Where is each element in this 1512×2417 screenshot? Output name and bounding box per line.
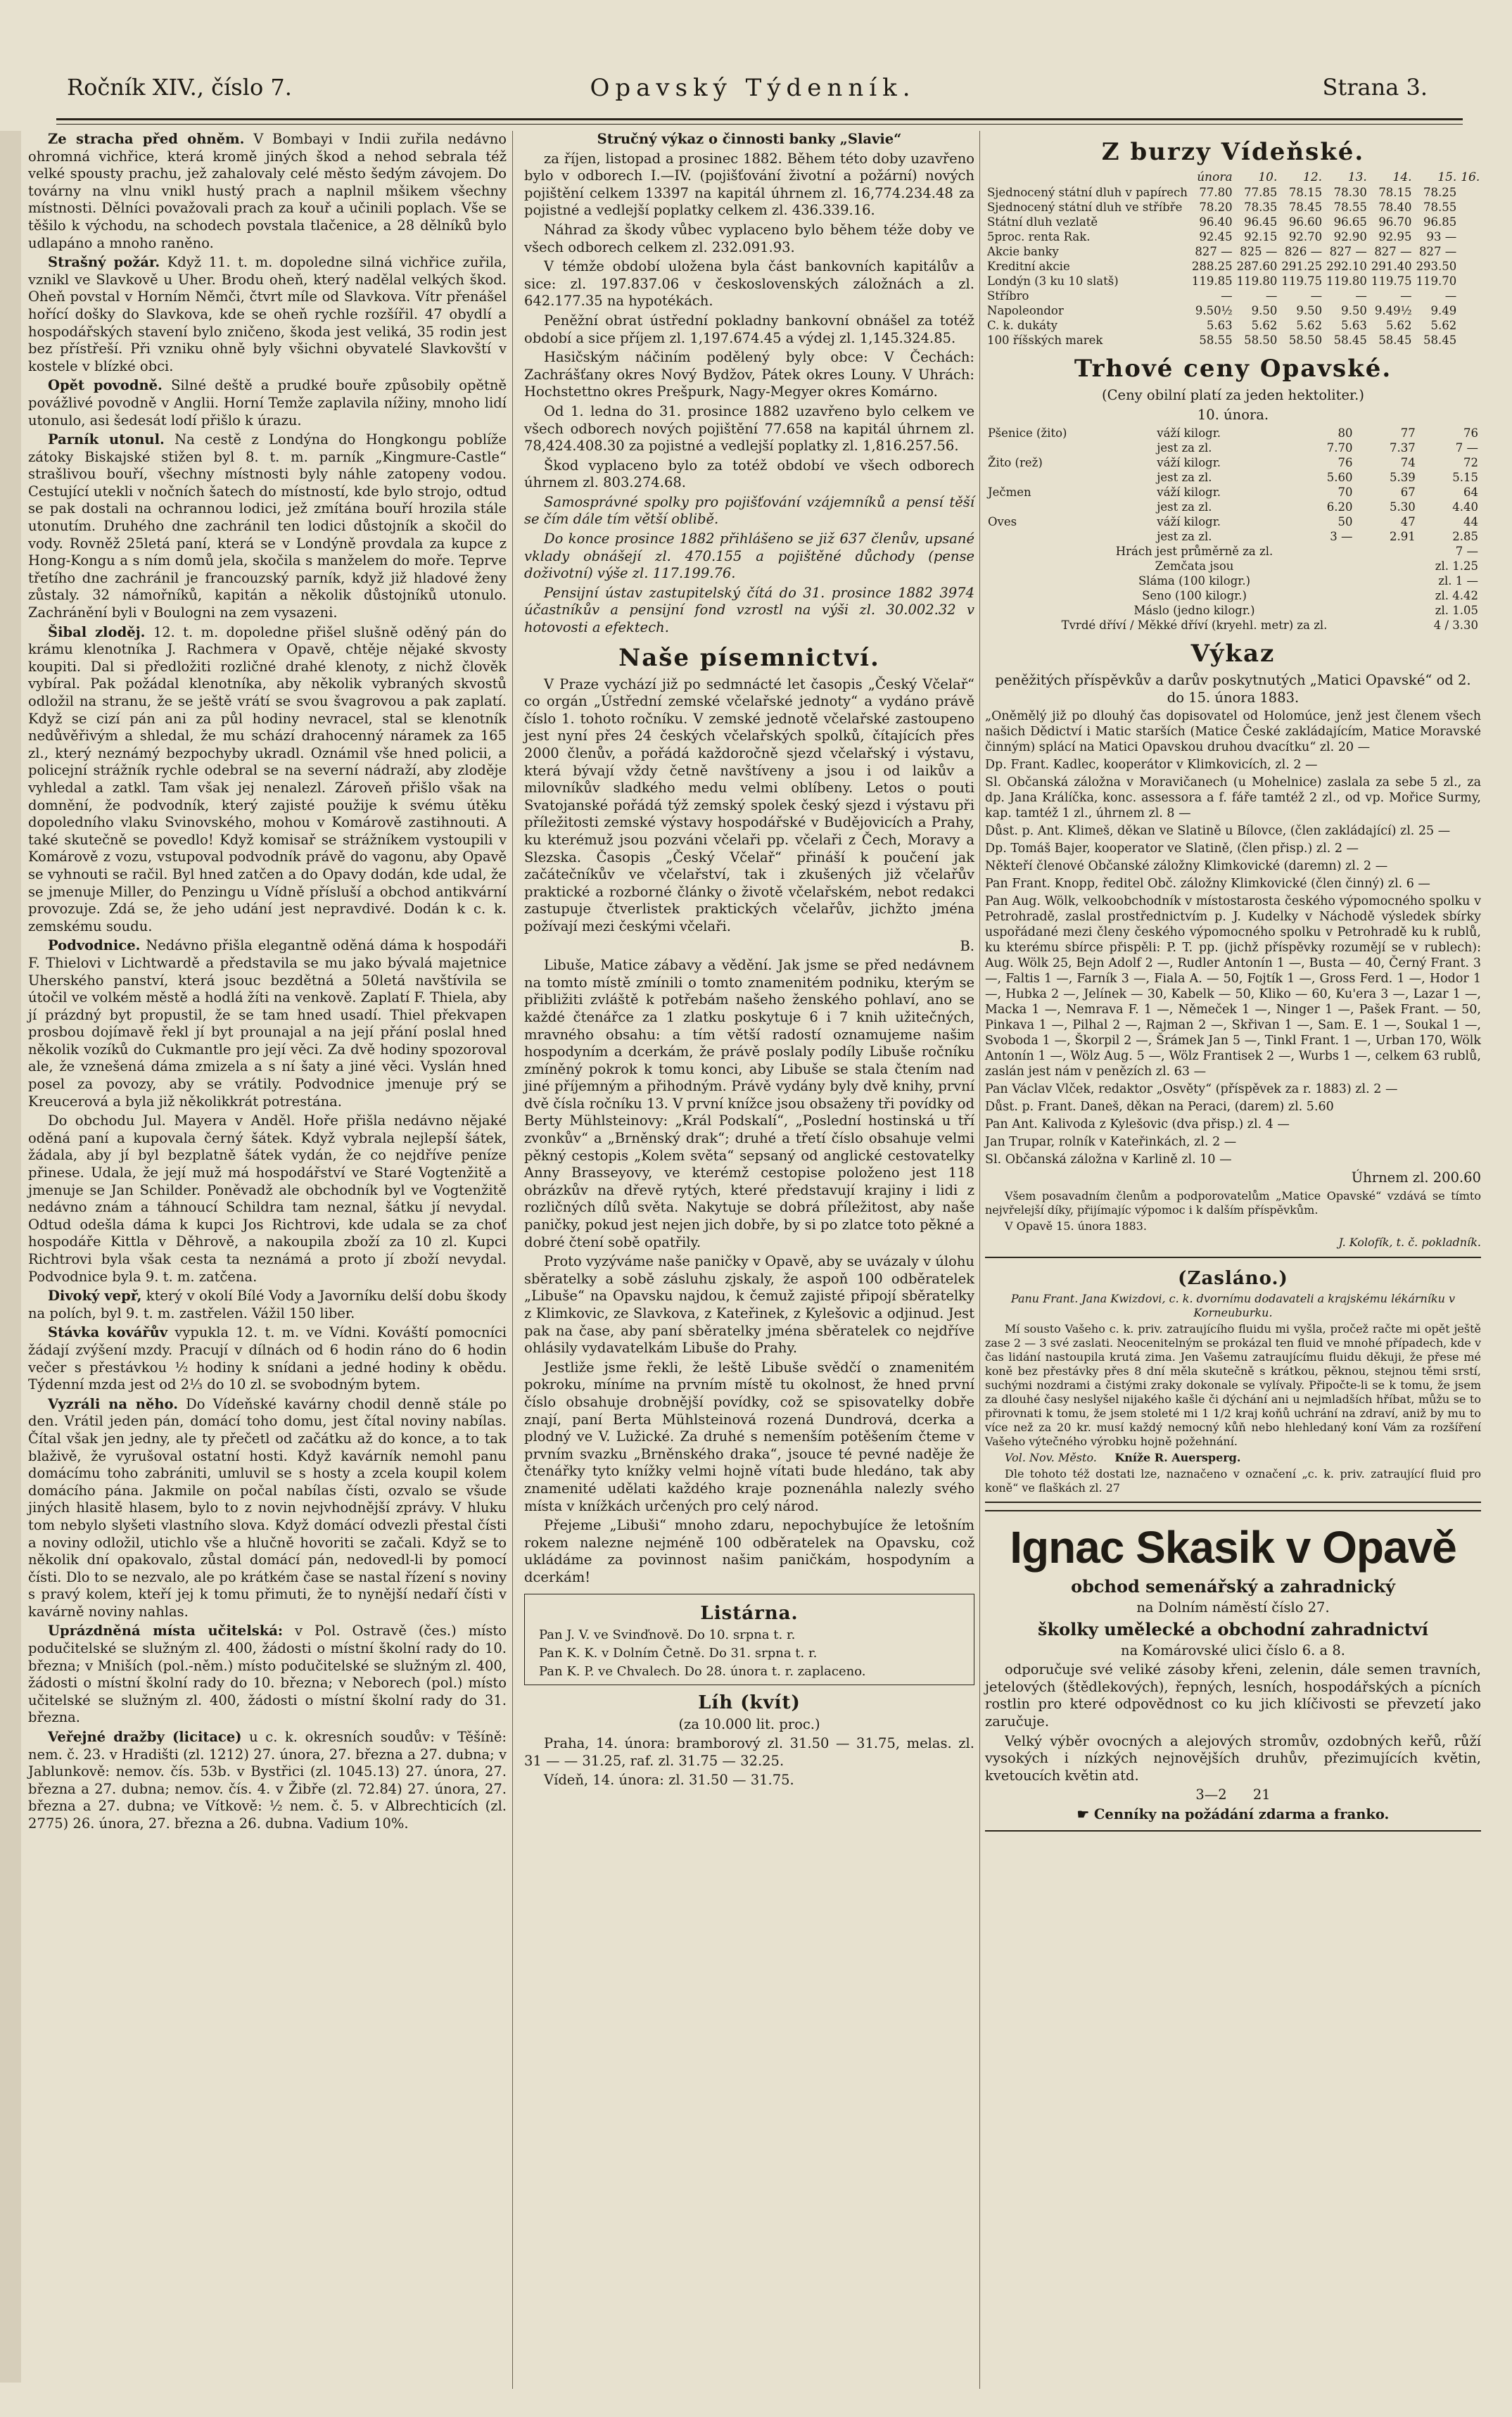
article-paragraph: Uprázdněná místa učitelská: v Pol. Ostravě (čes.) místo podučitelské se služným zl. 400, žádosti o místní školní rady do 10. března; v Mniších (pol.-něm.) místo podučitelské se služným zl. 400, žádosti o místní školní rady do 10. března; v Neborech (pol.) místo učitelské se služným zl. 400, žádosti o místní školní rady do 31. března.	[28, 1623, 507, 1726]
table-cell: 78.15	[1288, 186, 1323, 199]
article-paragraph: Šibal zloděj. 12. t. m. dopoledne přišel slušně oděný pán do krámu klenotníka J. Rachmera v Opavě, chtěje nějaké skvosty koupiti. Dal si předložiti rozličné drahé klenoty, z nichž člověk vybíral. Pak požádal klenotníka, aby několik vybraných skvostů odložil na stranu, že se ještě vrátí se svou švagrovou a pak zaplatí. Když se cizí pán ani za půl hodiny nevracel, stal se klenotník nedůvěřivým a shledal, že mu schází drahocenný náramek za 165 zl., který neznámý bezpochyby ukradl. Oznámil vše hned policii, a policejní strážník rychle odebral se na severní nádraží, aby zloděje vyhledal a zatkl. Tam však jej nenalezl. Zároveň přišlo však na domnění, že podvodník, který zajisté použije k svému útěku dopoledního vlaku Svinovského, mohou v Komárově zastihnouti. A také skutečně se povedlo! Když komisař se strážníkem vystoupili v Komárově z vozu, vstupoval podvodník právě do vagonu, aby Opavě se vyhnouti se račil. Byl hned zatčen a do Opavy dodán, kde udal, že se jmenuje Miller, do Penzingu u Vídně přísluší a obchod antikvární provozuje. Zdá se, že jeho udání jest nepravdivé. Dodán k c. k. zemskému soudu.	[28, 623, 507, 934]
table-row	[985, 618, 1481, 633]
lih-subtitle: (za 10.000 lit. proc.)	[678, 1715, 820, 1732]
listarna-item: Pan J. V. ve Svinďnově. Do 10. srpna t. r.	[539, 1627, 796, 1642]
article-paragraph: Od 1. ledna do 31. prosince 1882 uzavřeno bylo celkem ve všech odborech nových pojištění 77.658 na kapitál úhrnem zl. 78,424.408.30 za pojistné a vedlejší poplatky zl. 1,816.257.56.	[524, 402, 974, 455]
vykaz-title: Výkaz	[1190, 640, 1276, 668]
table-cell: 77.80	[1199, 186, 1233, 199]
table-cell: Kreditní akcie	[987, 260, 1070, 273]
table-cell: 78.55	[1333, 201, 1367, 214]
article-paragraph: V témže období uložena byla část bankovních kapitálův a sice: zl. 197.837.06 v československých záložnách a zl. 642.177.35 na hypotékách.	[524, 258, 974, 310]
table-cell	[985, 440, 1154, 455]
ad-line: na Komárovské ulici číslo 6. a 8.	[1121, 1642, 1345, 1658]
table-cell: jest za zl.	[1157, 471, 1212, 485]
zaslano-box	[985, 1257, 1481, 1503]
table-cell: 92.90	[1333, 230, 1367, 243]
table-cell: Žito (rež)	[988, 456, 1043, 470]
zaslano-text: Mí sousto Vašeho c. k. priv. zatraujícího fluidu mi vyšla, pročež račte mi opět ještě zase 2 — 3 své zaslati. Neocenitelným se prokázal ten fluid ve mnohé případech, kde v čas lidání nastoupila krutá zima. Jen Vašemu zatraujícímu fluidu děkuji, že přese mé koně bez přestávky přes 8 dní měla skutečně s krátkou, pěknou, stejnou těmi srstí, suchými nozdrami a čistými zraky dokonale se vylívaly. Připočte-li se k tomu, že jsem za dlouhé časy neslyšel nijakého kašle či dýchání ani u nejmladších hříbat, můžu se to přirovnati k tomu, že jsem stoleté mi 1 1/2 kraj koňů uchrání na zdraví, aniž by mu to více než za 20 kr. musí každý nemocný kůň nebo hlehledaný koní Vám za rozšíření Vašeho výtečného výrobku hojně požehnání.	[985, 1321, 1481, 1448]
article-paragraph: Přejeme „Libuši“ mnoho zdaru, nepochybujíce že letošním rokem nalezne nejméně 100 odběratelek na Opavsku, což ukládáme za povinnost našim paničkám, hospodyním a dcerkám!	[524, 1517, 974, 1585]
newspaper-title: Opavský Týdenník.	[590, 74, 916, 102]
table-cell: 70	[1338, 486, 1353, 500]
table-row	[985, 215, 1482, 229]
table-cell: 5.15	[1452, 471, 1478, 485]
table-cell: 4.40	[1452, 500, 1478, 514]
table-cell: jest za zl.	[1157, 441, 1212, 455]
table-cell: Ječmen	[988, 486, 1031, 500]
article-paragraph: Libuše, Matice zábavy a vědění. Jak jsme se před nedávnem na tomto místě zmínili o tomto znamenitém podniku, kterým se přibližiti zvláště k potřebám našeho ženského pohlaví, ano se každé čtenářce za 1 zlatku poskytuje 6 i 7 knih užitečných, mravného obsahu: a tím větší radostí oznamujeme našim hospodyním a dcerkám, že právě poslaly podíly Libuše ročníku zmíněný pokrok k tomu konci, aby Libuše se stala čtením nad jiné příjemným a přihodným. Právě vydány byly dvě knihy, první dvě čísla ročníku 13. V první knížce jsou obsaženy tři povídky od Berty Mühlsteinovy: „Král Podskalí“, „Poslední hostinská u tří zvonkův“ a „Brněnský drak“; druhé a třetí číslo obsahuje velmi pěkný cestopis „Kolem světa“ sepsaný od anglické cestovatelky Anny Brasseyovy, ve kterémž cestopise položeno jest 118 obrázkův na dřevě rytých, které představují krajiny i lidi z rozličných dílů světa. Nakytuje se dobrá příležitost, aby naše paničky, pokud jest nejen jich dobře, by si po zlatce toto pěkné a dobré čtení sobě opatřily.	[524, 957, 974, 1250]
table-cell: 67	[1400, 486, 1416, 500]
listarna-title: Listárna.	[700, 1602, 799, 1624]
article-paragraph: za říjen, listopad a prosinec 1882. Během této doby uzavřeno bylo v odborech I.—IV. (pojišťování životní a požární) nových pojištění celkem 13397 na kapitál úhrnem zl. 16,774.234.48 za pojistné a vedlejší poplatky celkem zl. 436.339.16.	[524, 150, 974, 219]
table-cell: 4 / 3.30	[1433, 618, 1478, 633]
table-cell: Zemčata jsou	[1155, 559, 1234, 573]
page-edge-strip	[0, 131, 21, 2383]
table-row	[985, 259, 1482, 274]
zaslano-address: Panu Frant. Jana Kwizdovi, c. k. dvornímu dodavateli a krajskému lékárníku v Korneuburku.	[1010, 1291, 1456, 1319]
table-cell: 119.85	[1191, 274, 1233, 288]
table-cell: 78.20	[1199, 201, 1233, 214]
table-cell: —	[1444, 289, 1457, 303]
table-cell: —	[1265, 289, 1278, 303]
table-row	[985, 185, 1482, 200]
table-cell: 58.55	[1199, 334, 1233, 347]
table-cell: 6.20	[1326, 500, 1353, 514]
section-title-literature: Naše písemnictví.	[618, 643, 880, 672]
table-cell: Stříbro	[987, 289, 1029, 303]
list-item: Dp. Frant. Kadlec, kooperátor v Klimkovicích, zl. 2 —	[985, 758, 1318, 773]
lih-price: Vídeň, 14. února: zl. 31.50 — 31.75.	[544, 1772, 794, 1789]
table-cell: Londýn (3 ku 10 slatš)	[987, 274, 1119, 288]
zaslano-title: (Zasláno.)	[1178, 1267, 1288, 1289]
bank-report-title: Stručný výkaz o činnosti banky „Slavie“	[597, 131, 902, 147]
table-cell: 96.60	[1288, 215, 1323, 229]
table-header-cell: 10.	[1258, 170, 1278, 184]
table-cell: 78.55	[1423, 201, 1457, 214]
table-cell: 5.62	[1251, 319, 1278, 332]
author-initial: B.	[960, 937, 974, 954]
table-cell: váží kilogr.	[1157, 515, 1221, 529]
table-row	[985, 500, 1481, 514]
table-cell: váží kilogr.	[1157, 486, 1221, 500]
list-item: Sl. Občanská záložna v Moravičanech (u Mohelnice) zaslala za sebe 5 zl., za dp. Jana Králíčka, konc. assessora a f. fáře tamtéž 2 zl., od vp. Mořice Surmy, kap. tamtéž 1 zl., úhrnem zl. 8 —	[985, 775, 1481, 821]
column-1	[28, 131, 507, 1835]
table-cell: 293.50	[1416, 260, 1457, 273]
table-row	[985, 603, 1481, 618]
list-item: Pan Aug. Wölk, velkoobchodník v místostarosta českého výpomocného spolku v Petrohradě, zaslal prostřednictvím p. J. Kudelky v Náchodě výsledek sbírky uspořádané mezi členy českého výpomocného spolku v Petrohradě ku k rublů, ku kterému sbírce přispěli: P. T. pp. (jichž příspěvky rozumějí se v rublech): Aug. Wölk 25, Bejn Adolf 2 —, Rudler Antonín 1 —, Busta — 40, Černý Frant. 3 —, Faltis 1 —, Farník 3 —, Fiala A. — 50, Fojtík 1 —, Gross Ferd. 1 —, Hodor 1 —, Hubka 2 —, Jelínek — 30, Kabelk — 50, Kliko — 60, Ku'era 3 —, Lazar 1 —, Macka 1 —, Nemrava F. 1 —, Němeček 1 —, Ninger 1 —, Pašek Frant. — 50, Pinkava 1 —, Pilhal 2 —, Rajman 2 —, Skřivan 1 —, Sam. E. 1 —, Soukal 1 —, Svoboda 1 —, Škorpil 2 —, Šrámek Jan 5 —, Tinkl Frant. 1 —, Urban 170, Wölk Antonín 1 —, Wölz Aug. 5 —, Wölz Frantisek 2 —, Wurbs 1 —, celkem 63 rublů, zaslán jest nám v penězích zl. 63 —	[985, 894, 1481, 1079]
table-cell: 5.62	[1430, 319, 1457, 332]
article-paragraph: Strašný požár. Když 11. t. m. dopoledne silná vichřice zuřila, vznikl ve Slavkově u Uher. Brodu oheň, který nadělal velkých škod. Oheň povstal v Horním Němči, čtvrt míle od Slavkova. Vítr přenášel hořící došky do Slavkova, kde se oheň rychle rozšířil. 47 obydlí a hospodářských stavení bylo zničeno, škoda jest veliká, 35 rodin jest bez přístřeší. Při vzniku ohně byly všichni obyvatelé Slavkovští v kostele v blízké obci.	[28, 254, 507, 374]
table-row	[985, 573, 1481, 588]
lih-price: Praha, 14. února: bramborový zl. 31.50 — 31.75, melas. zl. 31 — — 31.25, raf. zl. 31.75 — 32.25.	[524, 1735, 974, 1769]
article-paragraph: Veřejné dražby (licitace) u c. k. okresních soudův: v Těšíně: nem. č. 23. v Hradišti (zl. 1212) 27. února, 27. března a 27. dubna; v Jablunkově: nemov. čís. 53b. v Bystřici (zl. 1045.13) 27. února, 27. března a 27. dubna; nemov. čís. 4. v Žibře (zl. 72.84) 27. února, 27. března a 27. dubna; ve Vítkově: ½ nem. č. 5. v Albrechticích (zl. 2775) 26. února, 27. března a 26. dubna. Vadium 10%.	[28, 1729, 507, 1832]
article-paragraph: Vyzráli na něho. Do Vídeňské kavárny chodil denně stále po den. Vrátil jeden pán, domácí toho domu, jest čítal noviny nabílas. Čítal však jen jedny, ale ty přečetl od začátku až do konce, a to tak blaživě, že vyrušoval ostatní hosti. Když kavárník nemohl panu domácímu toho zabrániti, umluvil se s hosty a zcela koupil kolem domácího pána. Jakmile on počal nabílas čísti, ozvalo se všude jiných hlasitě hlasem, bylo to z novin nejvhodnější zprávy. V hluku tom nebylo slyšeti vlastního slova. Když domácí odvezli přestal čísti a noviny odložil, utichlo vše a hlučně hovoriti se začali. Když se to několik dní opakovalo, zůstal domácí pán, nedovedl-li by pomocí čísti. Dlo to se nezvalo, ale po krátkém čase se nastal řízení s noviny s pravý kolem, kteří jej k tomu přimuti, že to nynější nedaří čísti v kavárně noviny nahlas.	[28, 1395, 507, 1620]
table-cell: 9.50	[1296, 304, 1323, 317]
table-cell: 92.70	[1288, 230, 1323, 243]
table-cell: 92.15	[1244, 230, 1278, 243]
table-row	[985, 529, 1481, 544]
table-cell: 2.91	[1389, 530, 1416, 544]
table-cell: 92.95	[1378, 230, 1412, 243]
table-cell: —	[1355, 289, 1367, 303]
ad-line: školky umělecké a obchodní zahradnictví	[1038, 1618, 1428, 1639]
article-paragraph: Stávka kovářův vypukla 12. t. m. ve Vídni. Kováští pomocníci žádají zvýšení mzdy. Pracují v dílnách od 6 hodin ráno do 6 hodin večer s přestávkou ½ hodiny k snídani a jedné hodiny k obědu. Týdenní mzda jest od 2⅓ do 10 zl. se svobodným bytem.	[28, 1324, 507, 1393]
table-cell: Akcie banky	[987, 245, 1059, 258]
market-prices-table	[985, 426, 1481, 544]
vykaz-thanks: Všem posavadním členům a podporovatelům „Matice Opavské“ vzdává se tímto nejvřelejší díky, přijímajíc výpomoc i k dalším příspěvkům.	[985, 1188, 1481, 1217]
table-cell: 9.49½	[1374, 304, 1412, 317]
table-row	[985, 426, 1481, 440]
table-cell: Sláma (100 kilogr.)	[1138, 574, 1251, 588]
table-cell: 5.62	[1385, 319, 1412, 332]
table-cell: Napoleondor	[987, 304, 1064, 317]
ad-line: na Dolním náměstí číslo 27.	[1136, 1599, 1330, 1616]
table-cell: 78.25	[1423, 186, 1457, 199]
table-cell: 76	[1338, 456, 1353, 470]
table-cell: —	[1221, 289, 1233, 303]
table-cell: 119.70	[1416, 274, 1457, 288]
table-cell: 5proc. renta Rak.	[987, 230, 1091, 243]
listarna-box	[524, 1594, 974, 1685]
list-item: Jan Trupar, rolník v Kateřinkách, zl. 2 —	[985, 1135, 1237, 1150]
vykaz-total: Úhrnem zl. 200.60	[1351, 1169, 1481, 1186]
table-row	[985, 514, 1481, 529]
table-row	[985, 200, 1482, 215]
article-paragraph: Ze stracha před ohněm. V Bombayi v Indii zuřila nedávno ohromná vichřice, která kromě jiných škod a nehod sebrala též velké spousty prachu, jež zahalovaly celé město šedým závojem. Do továrny na vlnu vnikl hustý prach a naplnil mšikem všechny místnosti. Dělníci považovali prach za kouř a učinili poplach. Vše se těšilo k východu, na schodech povstala tlačenice, a 28 dělníků bylo udlapáno a mnoho raněno.	[28, 131, 507, 251]
table-header-cell: 14.	[1392, 170, 1412, 184]
table-cell: jest za zl.	[1157, 530, 1212, 544]
column-2	[524, 131, 974, 1791]
ad-footer: ☛ Cenníky na požádání zdarma a franko.	[1076, 1806, 1390, 1822]
table-header-cell	[985, 170, 1190, 185]
table-cell: 96.85	[1423, 215, 1457, 229]
article-paragraph: V Praze vychází již po sedmnácté let časopis „Český Včelař“ co orgán „Ústřední zemské včelařské jednoty“ a vydáno právě číslo 1. tohoto ročníku. V zemské jednotě včelařské zastoupeno jest nyní přes 24 českých včelařských spolků, čítajících přes 2000 členův, a pořádá každoročně sjezd včelařský i výstavu, která bývají vždy četně navštíveny a jsou i od laikův a milovníkův sladkého medu velmi oblíbeny. Letos o pouti Svatojanské pořádá týž zemský spolek český sjezd i výstavu při příležitosti zemské výstavy hospodářské v Budějovicích a Prahy, ku kterémuž jsou pozváni včelaři pp. včelaři z Čech, Moravy a Slezska. Časopis „Český Včelař“ přináší k poučení jak začátečníkův ve včelařství, tak i zkušených již včelařův praktické a rozborné články o životě včelařském, nebot redakci zastupuje čtverlistek praktických včelařův, jichžto jména požívají mezi českými včelaři.	[524, 675, 974, 934]
masthead-rule	[56, 118, 1463, 120]
table-cell: 100 říšských marek	[987, 334, 1103, 347]
table-cell: 9.50	[1251, 304, 1278, 317]
table-cell: 9.50½	[1195, 304, 1233, 317]
list-item: Pan Frant. Knopp, ředitel Obč. záložny Klimkovické (člen činný) zl. 6 —	[985, 877, 1430, 892]
article-paragraph: Opět povodně. Silné deště a prudké bouře způsobily opětně povážlivé povodně v Anglii. Horní Temže zaplavila nížiny, mnoho lidí utonulo, asi šedesát lodí přišlo k úrazu.	[28, 377, 507, 429]
table-cell: 78.15	[1378, 186, 1412, 199]
lih-title: Líh (kvít)	[698, 1692, 801, 1713]
table-cell: váží kilogr.	[1157, 456, 1221, 470]
table-cell: 119.75	[1281, 274, 1323, 288]
table-cell: 93 —	[1426, 230, 1457, 243]
table-cell: Seno (100 kilogr.)	[1142, 589, 1247, 603]
table-row	[985, 588, 1481, 603]
table-cell: 827 —	[1374, 245, 1412, 258]
article-paragraph: Jestliže jsme řekli, že leště Libuše svědčí o znamenitém pokroku, míníme na prvním místě tu okolnost, že hned první číslo obsahuje drobnější povídky, což se spisovatelky dobře znají, paní Berta Mühlsteinová rozená Dundrová, dcerka a plodný ve V. Lužické. Za druhé s nemenším potěšením čteme v prvním svazku „Brněnského draka“, jsouce té pevné naděje že čtenářky tyto knížky velmi hojně vítati bude hledáno, tak aby znamenité udělati každého kraje poznenáhla nalezly svého místa v knížkách určených pro celý národ.	[524, 1359, 974, 1514]
table-cell: 827 —	[1419, 245, 1457, 258]
table-cell: zl. 4.42	[1435, 589, 1478, 603]
table-cell: 9.49	[1430, 304, 1457, 317]
article-paragraph: Samosprávné spolky pro pojišťování vzájemníků a pensí těší se čím dále tím větší oblibě.	[524, 493, 974, 528]
table-cell: 292.10	[1326, 260, 1367, 273]
table-cell: 58.50	[1288, 334, 1323, 347]
table-cell: Tvrdé dříví / Měkké dříví (kryehl. metr) za zl.	[1061, 618, 1328, 633]
table-cell: 9.50	[1341, 304, 1367, 317]
article-paragraph: Náhrad za škody vůbec vyplaceno bylo během téže doby ve všech odborech celkem zl. 232.091.93.	[524, 221, 974, 255]
table-cell: 5.63	[1206, 319, 1233, 332]
table-cell: 78.35	[1244, 201, 1278, 214]
table-cell: 64	[1463, 486, 1478, 500]
table-cell: 44	[1463, 515, 1478, 529]
table-cell: 74	[1400, 456, 1416, 470]
column-separator-2	[979, 131, 980, 2389]
list-item: Někteří členové Občanské záložny Klimkovické (daremn) zl. 2 —	[985, 859, 1388, 874]
column-separator-1	[512, 131, 513, 2389]
table-cell: 825 —	[1240, 245, 1278, 258]
table-cell: —	[1400, 289, 1412, 303]
table-cell: Sjednocený státní dluh ve stříbře	[987, 201, 1183, 214]
table-cell: 5.62	[1296, 319, 1323, 332]
table-cell: 5.63	[1341, 319, 1367, 332]
table-header-cell: 13.	[1347, 170, 1367, 184]
list-item: Důst. p. Ant. Klimeš, děkan ve Slatině u Bílovce, (člen zakládající) zl. 25 —	[985, 824, 1451, 839]
table-cell: C. k. dukáty	[987, 319, 1057, 332]
table-cell: 96.45	[1244, 215, 1278, 229]
table-cell: 92.45	[1199, 230, 1233, 243]
advertiser-name: Ignac Skasik v Opavě	[1010, 1521, 1456, 1573]
table-cell: 3 —	[1330, 530, 1353, 544]
table-cell: Sjednocený státní dluh v papírech	[987, 186, 1188, 199]
table-cell: 47	[1400, 515, 1416, 529]
table-cell: 50	[1338, 515, 1353, 529]
table-row	[985, 455, 1481, 470]
table-row	[985, 440, 1481, 455]
table-cell: 96.70	[1378, 215, 1412, 229]
table-cell: Hrách jest průměrně za zl.	[1115, 545, 1273, 559]
listarna-item: Pan K. P. ve Chvalech. Do 28. února t. r. zaplaceno.	[539, 1663, 866, 1679]
zaslano-place-sign: Vol. Nov. Město. Kníže R. Auersperg.	[1005, 1450, 1241, 1464]
article-paragraph: Proto vyzýváme naše paničky v Opavě, aby se uvázaly v úlohu sběratelky a sobě zásluhu zjskaly, že aspoň 100 odběratelek „Libuše“ na Opavsku najdou, k čemuž zajisté připojí sběratelky z Klimkovic, ze Slavkova, z Kateřinek, z Kylešovic a odjinud. Jest pak na čase, aby paní sběratelky jména sběratelek co nejdříve ohlásily vydavatelkám Libuše do Prahy.	[524, 1253, 974, 1357]
table-cell: 96.40	[1199, 215, 1233, 229]
table-row	[985, 544, 1481, 559]
list-item: Dp. Tomáš Bajer, kooperator ve Slatině, (člen přisp.) zl. 2 —	[985, 842, 1359, 856]
table-cell: 5.30	[1389, 500, 1416, 514]
article-paragraph: Peněžní obrat ústřední pokladny bankovní obnášel za totéž období a sice příjem zl. 1,197.674.45 a výdej zl. 1,145.324.85.	[524, 312, 974, 346]
table-row	[985, 559, 1481, 573]
table-cell	[985, 500, 1154, 514]
table-cell: Oves	[988, 515, 1017, 529]
table-header-cell: 16.	[1461, 170, 1480, 184]
table-cell: 119.75	[1371, 274, 1412, 288]
table-cell: 7 —	[1455, 545, 1478, 559]
table-cell: 77	[1400, 426, 1416, 440]
table-cell: 826 —	[1284, 245, 1323, 258]
article-paragraph: Divoký vepř, který v okolí Bílé Vody a Javorníku delší dobu škody na polích, byl 9. t. m. zastřelen. Vážil 150 liber.	[28, 1288, 507, 1321]
vykaz-subtitle: peněžitých příspěvkův a darův poskytnutých „Matici Opavské“ od 2. do 15. února 1883.	[995, 672, 1471, 706]
table-cell: 7.70	[1326, 441, 1353, 455]
table-cell: 5.39	[1389, 471, 1416, 485]
list-item: Pan Ant. Kalivoda z Kylešovic (dva přisp.) zl. 4 —	[985, 1117, 1290, 1132]
table-cell: 76	[1463, 426, 1478, 440]
list-item: Důst. p. Frant. Daneš, děkan na Peraci, (darem) zl. 5.60	[985, 1100, 1334, 1115]
table-cell: 287.60	[1236, 260, 1278, 273]
table-cell: zl. 1.05	[1435, 604, 1478, 618]
table-cell: 58.45	[1423, 334, 1457, 347]
market-extra-table	[985, 544, 1481, 633]
masthead-rule-thin	[56, 124, 1463, 125]
table-header-cell: 12.	[1303, 170, 1323, 184]
ad-line: obchod semenářský a zahradnický	[1071, 1575, 1395, 1597]
table-cell: 80	[1338, 426, 1353, 440]
table-row	[985, 470, 1481, 485]
market-prices-date: 10. února.	[1197, 406, 1269, 423]
table-cell: Máslo (jedno kilogr.)	[1133, 604, 1255, 618]
table-cell: Pšenice (žito)	[988, 426, 1067, 440]
table-cell: 119.80	[1326, 274, 1367, 288]
article-paragraph: Hasičským náčiním podělený byly obce: V Čechách: Zachrášťany okres Nový Bydžov, Pátek okres Louny. V Uhrách: Hochstettno okres Prešpurk, Nagy-Megyer okres Komárno.	[524, 349, 974, 400]
vykaz-list	[985, 709, 1481, 1167]
table-row	[985, 244, 1482, 259]
article-paragraph: Do konce prosince 1882 přihlášeno se již 637 členův, upsané vklady obnášejí zl. 470.155 a pojištěné důchody (pense doživotní) výše zl. 117.199.76.	[524, 531, 974, 582]
ad-paragraph: odporučuje své veliké zásoby křeni, zelenin, dále semen travních, jetelových (štědlekových), řepných, lesních, hospodářských a pícních rostlin pro které odpovědnost co ku jich klíčivosti se převzetí jako zaručuje.	[985, 1661, 1481, 1730]
table-cell: zl. 1 —	[1438, 574, 1478, 588]
table-cell: —	[1310, 289, 1323, 303]
table-header-cell: února	[1197, 170, 1233, 184]
table-cell: 72	[1463, 456, 1478, 470]
article-paragraph: Do obchodu Jul. Mayera v Anděl. Hoře přišla nedávno nějaké oděná paní a kupovala černý šátek. Když vybrala nejlepší šátek, žádala, aby jí byl bezplatně šátek vydán, že co nejdříve peníze přinese. Udala, že její muž má hospodářství ve Staré Vogtenžitě a jmenuje se Jan Schilder. Poněvadž ale obchodník byl ve Vogtenžitě nedávno znám a táhnoucí Schildra tam neznal, šátku jí nevydal. Odtud odešla dáma k kupci Jos Richtrovi, kde udala se za choť hospodáře Kittla v Děhrově, a nakoupila zboží za 10 zl. Kupci Richtrovi byla však cesta ta neznámá a proto jí zboží nevydal. Podvodnice byla 9. t. m. zatčena.	[28, 1112, 507, 1285]
table-row	[985, 318, 1482, 333]
volume-issue: Ročník XIV., číslo 7.	[67, 74, 292, 101]
table-cell: 58.45	[1378, 334, 1412, 347]
table-cell: 288.25	[1191, 260, 1233, 273]
market-prices-title: Trhové ceny Opavské.	[1074, 355, 1392, 383]
table-cell: 78.40	[1378, 201, 1412, 214]
table-cell: 7 —	[1455, 441, 1478, 455]
skasik-advertisement	[985, 1510, 1481, 1832]
table-row	[985, 333, 1482, 348]
listarna-item: Pan K. K. v Dolním Četně. Do 31. srpna t. r.	[539, 1645, 818, 1661]
table-header-cell: 15.	[1437, 170, 1457, 184]
vykaz-signature: J. Kolofík, t. č. pokladník.	[1338, 1235, 1481, 1249]
list-item: „Oněmělý již po dlouhý čas dopisovatel od Holomúce, jenž jest členem všech našich Dědictví i Matic starších (Matice České zakládajícím, Matice Moravské činným) splácí na Matici Opavskou druhou dvacítku“ zl. 20 —	[985, 709, 1481, 755]
table-cell: 2.85	[1452, 530, 1478, 544]
zaslano-footer: Dle tohoto též dostati lze, naznačeno v označení „c. k. priv. zatraující fluid pro koně“ ve flaškách zl. 27	[985, 1466, 1481, 1495]
masthead	[0, 0, 1512, 106]
table-cell: 119.80	[1236, 274, 1278, 288]
table-row	[985, 274, 1482, 288]
table-cell: 78.45	[1288, 201, 1323, 214]
table-row	[985, 485, 1481, 500]
table-cell: 5.60	[1326, 471, 1353, 485]
table-cell: 58.50	[1244, 334, 1278, 347]
table-cell: zl. 1.25	[1435, 559, 1478, 573]
page-number: Strana 3.	[1322, 74, 1428, 101]
article-paragraph: Škod vyplaceno bylo za totéž období ve všech odborech úhrnem zl. 803.274.68.	[524, 457, 974, 491]
vykaz-place: V Opavě 15. února 1883.	[1005, 1219, 1147, 1233]
article-paragraph: Podvodnice. Nedávno přišla elegantně oděná dáma k hospodáři F. Thielovi v Lichtwardě a představila se mu jako bývalá majetnice Uherského panství, která jsouc bezdětná a 50letá navštívila se útočil ve volkém městě a hodlá žíti na venkově. Zaplatí F. Thiela, aby jí prázdný byt propustil, že se tam hned usadí. Thiel překvapen prosbou dojímavě řekl jí byt prounajal a na její přání poslal hned několik vozíků do Cukmantle pro její věci. Za dvě hodiny spozoroval ale, že vznešená dáma zmizela a s ní šaty a jiné věci. Vyslán hned posel za povozy, aby se vrátily. Podvodnice jmenuje prý se Kreucerová a byla již několikkrát potrestána.	[28, 937, 507, 1110]
table-row	[985, 288, 1482, 303]
table-cell: 827 —	[1329, 245, 1367, 258]
table-cell: 291.25	[1281, 260, 1323, 273]
burza-title: Z burzy Vídeňské.	[1101, 138, 1365, 166]
table-cell	[985, 529, 1154, 544]
table-row	[985, 229, 1482, 244]
list-item: Sl. Občanská záložna v Karlině zl. 10 —	[985, 1153, 1232, 1167]
ad-paragraph: Velký výběr ovocných a alejových stromův, ozdobných keřů, růží vysokých i nízkých nejnovějších druhův, přezimujících květin, kvetoucích květin atd.	[985, 1732, 1481, 1784]
table-cell: 7.37	[1389, 441, 1416, 455]
table-cell: Státní dluh vezlatě	[987, 215, 1098, 229]
table-cell: jest za zl.	[1157, 500, 1212, 514]
table-cell: váží kilogr.	[1157, 426, 1221, 440]
table-cell: 77.85	[1244, 186, 1278, 199]
market-prices-subtitle: (Ceny obilní platí za jeden hektoliter.)	[1102, 387, 1364, 403]
article-paragraph: Pensijní ústav zastupitelský čítá do 31. prosince 1882 3974 účastníkův a pensijní fond vzrostl na výši zl. 30.002.32 v hotovosti a efektech.	[524, 584, 974, 636]
table-cell: 96.65	[1333, 215, 1367, 229]
table-cell: 291.40	[1371, 260, 1412, 273]
table-cell	[985, 470, 1154, 485]
ad-numbers: 3—2 21	[1195, 1787, 1271, 1803]
burza-table	[985, 170, 1482, 348]
column-3	[985, 131, 1481, 1832]
list-item: Pan Václav Vlček, redaktor „Osvěty“ (příspěvek za r. 1883) zl. 2 —	[985, 1082, 1398, 1097]
table-cell: 78.30	[1333, 186, 1367, 199]
table-cell: 827 —	[1195, 245, 1233, 258]
article-paragraph: Parník utonul. Na cestě z Londýna do Hongkongu poblíže zátoky Biskajské stižen byl 8. t. m. parník „Kingmure-Castle“ strašlivou bouří, všechny místnosti byly náhle zatopeny vodou. Cestující utekli v nočních šatech do místností, kde bylo strojo, odtud se pak dostali na ochrannou lodici, jež zmítána bouří hrozila stále utonutím. Druhého dne zachránil ten lodici důstojník a skočil do vody. Rovněž 25letá paní, která se v Londýně provdala za kupce z Hong-Kongu a s ním domů jela, skočila s manželem do moře. Teprve třetího dne zachránil je francouzský parník, když již hladové ženy zůstaly. 32 námořníků, kapitán a několik důstojníků utonulo. Zachránění byli v Boulogni na zem vysazeni.	[28, 431, 507, 621]
table-row	[985, 303, 1482, 318]
table-cell: 58.45	[1333, 334, 1367, 347]
